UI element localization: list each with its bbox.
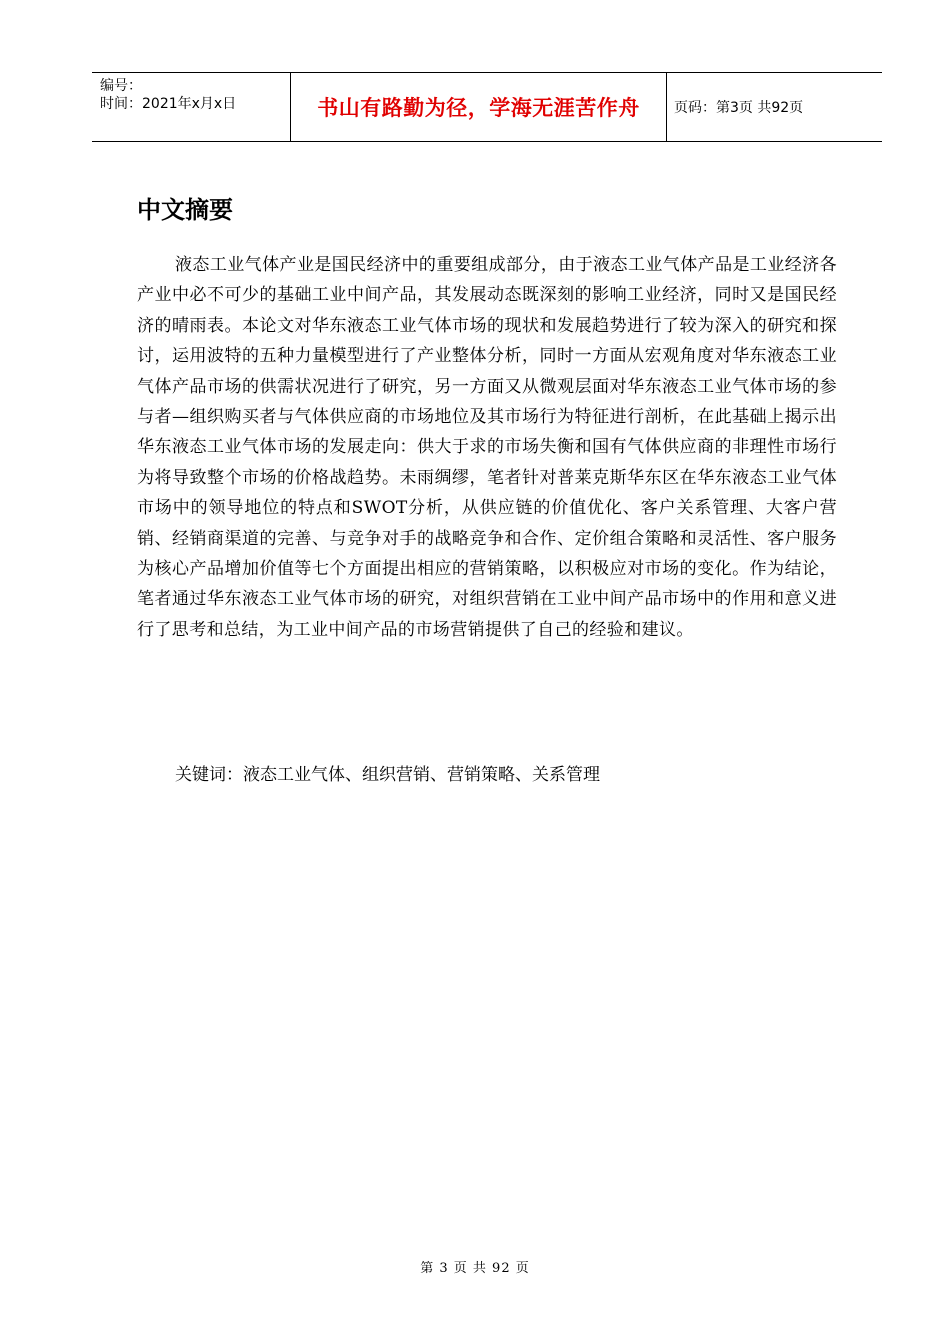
keywords-line: 关键词：液态工业气体、组织营销、营销策略、关系管理 <box>175 765 600 785</box>
document-time-label: 时间：2021年x月x日 <box>100 96 237 112</box>
section-title: 中文摘要 <box>137 196 233 224</box>
header-divider <box>666 73 667 141</box>
header-motto: 书山有路勤为径，学海无涯苦作舟 <box>317 96 640 120</box>
header-meta <box>100 77 290 113</box>
document-number-label: 编号： <box>100 78 142 94</box>
page-header <box>92 72 882 142</box>
abstract-paragraph: 液态工业气体产业是国民经济中的重要组成部分，由于液态工业气体产品是工业经济各产业中必不可少的基础工业中间产品，其发展动态既深刻的影响工业经济，同时又是国民经济的晴雨表。本论文对华东液态工业气体市场的现状和发展趋势进行了较为深入的研究和探讨，运用波特的五种力量模型进行了产业整体分析，同时一方面从宏观角度对华东液态工业气体产品市场的供需状况进行了研究，另一方面又从微观层面对华东液态工业气体市场的参与者—组织购买者与气体供应商的市场地位及其市场行为特征进行剖析，在此基础上揭示出华东液态工业气体市场的发展走向：供大于求的市场失衡和国有气体供应商的非理性市场行为将导致整个市场的价格战趋势。未雨绸缪，笔者针对普莱克斯华东区在华东液态工业气体市场中的领导地位的特点和SWOT分析，从供应链的价值优化、客户关系管理、大客户营销、经销商渠道的完善、与竞争对手的战略竞争和合作、定价组合策略和灵活性、客户服务为核心产品增加价值等七个方面提出相应的营销策略，以积极应对市场的变化。作为结论，笔者通过华东液态工业气体市场的研究，对组织营销在工业中间产品市场中的作用和意义进行了思考和总结，为工业中间产品的市场营销提供了自己的经验和建议。 <box>137 255 837 640</box>
header-page-info: 页码：第3页 共92页 <box>674 100 804 116</box>
page-footer: 第 3 页 共 92 页 <box>420 1261 530 1276</box>
